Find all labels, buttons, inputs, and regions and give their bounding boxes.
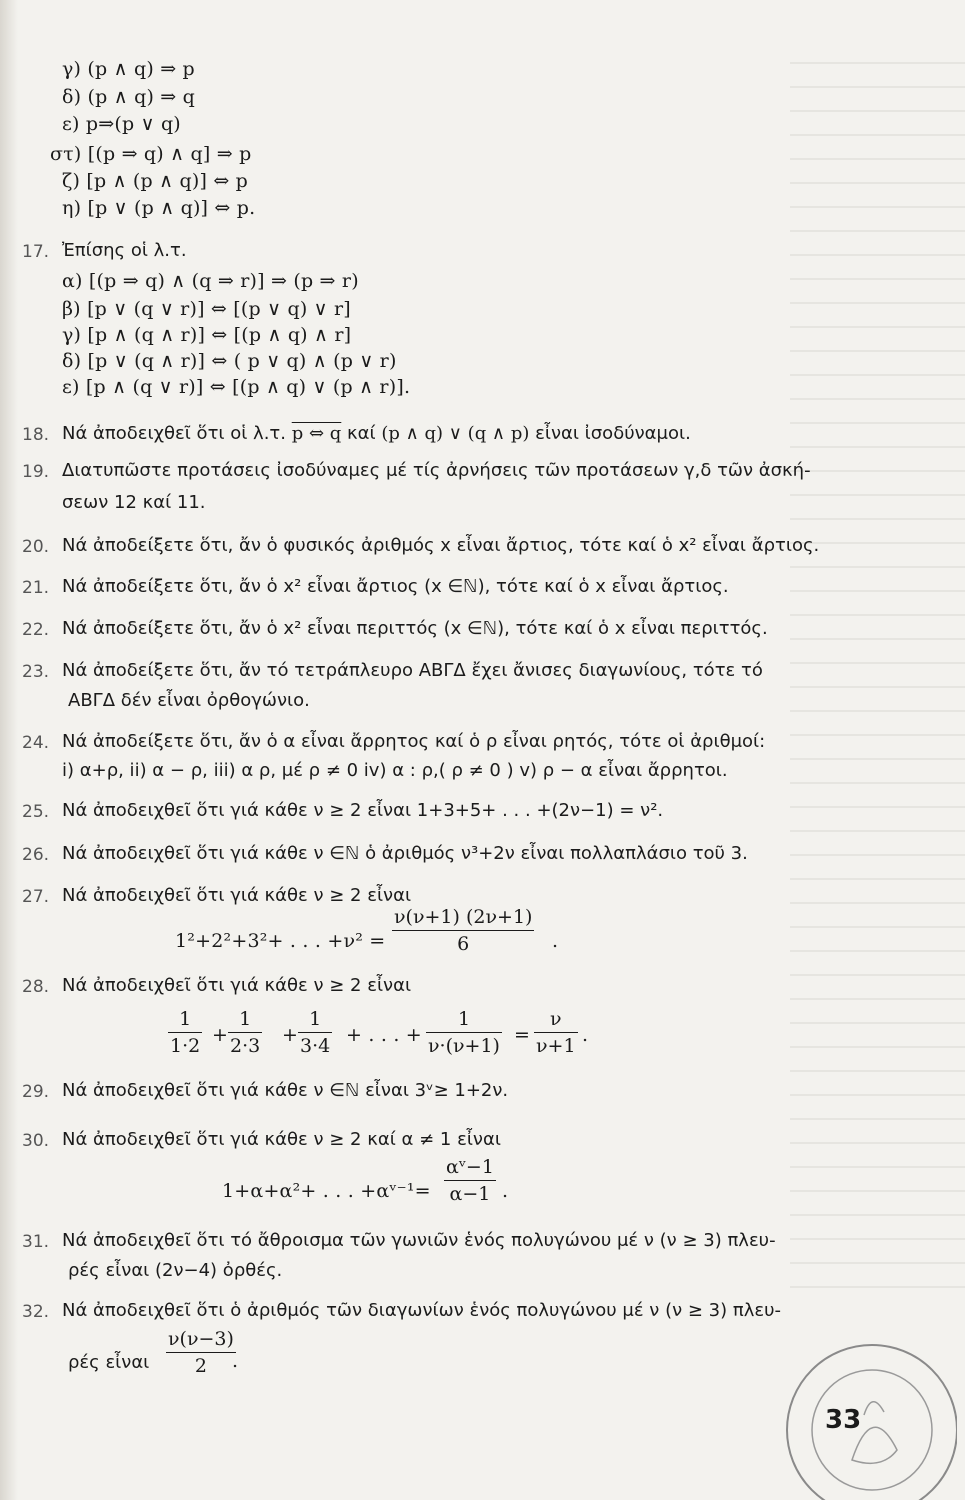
exercise-number: 31. xyxy=(22,1232,50,1252)
exercise-number: 21. xyxy=(22,578,50,598)
exercise-text: Νά ἀποδειχθεῖ ὅτι τό ἄθροισμα τῶν γωνιῶν ἑνός πολυγώνου μέ ν (ν ≥ 3) πλευ- xyxy=(62,1230,776,1251)
formula-lhs: 1+α+α²+ . . . +αᵛ⁻¹= xyxy=(222,1180,431,1202)
exercise-number: 23. xyxy=(22,662,50,682)
fraction: ν(ν+1) (2ν+1) 6 xyxy=(394,906,533,955)
plus-sign: + xyxy=(212,1024,229,1046)
period: . xyxy=(552,930,559,952)
ellipsis: + . . . + xyxy=(346,1024,422,1046)
exercise-number: 29. xyxy=(22,1082,50,1102)
logic-item: γ) (p ∧ q) ⇒ p xyxy=(62,58,195,80)
fraction: ν(ν−3) 2 xyxy=(168,1328,234,1377)
logic-item: δ) [p ∨ (q ∧ r)] ⇔ ( p ∨ q) ∧ (p ∨ r) xyxy=(62,350,397,372)
exercise-text: Νά ἀποδειχθεῖ ὅτι γιά κάθε ν ≥ 2 καί α ≠ 1 εἶναι xyxy=(62,1129,501,1150)
library-stamp xyxy=(772,1330,957,1500)
logic-item: ε) p⇒(p ∨ q) xyxy=(62,113,181,135)
fraction: ν ν+1 xyxy=(536,1008,576,1057)
page-number: 33 xyxy=(825,1405,862,1435)
exercise-text: Νά ἀποδειχθεῖ ὅτι γιά κάθε ν ∈ℕ εἶναι 3ᵛ≥ 1+2ν. xyxy=(62,1080,509,1101)
logic-item: ζ) [p ∧ (p ∧ q)] ⇔ p xyxy=(62,170,249,192)
exercise-text: Νά ἀποδειχθεῖ ὅτι γιά κάθε ν ≥ 2 εἶναι xyxy=(62,885,412,906)
period: . xyxy=(582,1024,589,1046)
exercise-number: 32. xyxy=(22,1302,50,1322)
exercise-number: 27. xyxy=(22,887,50,907)
logic-item: γ) [p ∧ (q ∧ r)] ⇔ [(p ∧ q) ∧ r] xyxy=(62,324,352,346)
exercise-intro: Ἐπίσης οἱ λ.τ. xyxy=(62,240,187,261)
binding-shadow xyxy=(0,0,18,1500)
fraction: 1 ν·(ν+1) xyxy=(428,1008,500,1057)
plus-sign: + xyxy=(282,1024,299,1046)
exercise-number: 20. xyxy=(22,537,50,557)
logic-item: δ) (p ∧ q) ⇒ q xyxy=(62,86,196,108)
bleed-through-text xyxy=(790,40,965,1290)
fraction: 1 2·3 xyxy=(230,1008,261,1057)
logic-item: α) [(p ⇒ q) ∧ (q ⇒ r)] ⇒ (p ⇒ r) xyxy=(62,270,359,292)
exercise-number: 17. xyxy=(22,242,50,262)
fraction: αᵛ−1 α−1 xyxy=(446,1156,494,1205)
exercise-text: Νά ἀποδείξετε ὅτι, ἄν τό τετράπλευρο ΑΒΓΔ ἔχει ἄνισες διαγωνίους, τότε τό xyxy=(62,660,763,681)
exercise-text: Νά ἀποδειχθεῖ ὅτι γιά κάθε ν ∈ℕ ὁ ἀριθμός ν³+2ν εἶναι πολλαπλάσιο τοῦ 3. xyxy=(62,843,748,864)
logic-item: ε) [p ∧ (q ∨ r)] ⇔ [(p ∧ q) ∨ (p ∧ r)]. xyxy=(62,376,411,398)
exercise-text: Νά ἀποδείξετε ὅτι, ἄν ὁ x² εἶναι περιττός (x ∈ℕ), τότε καί ὁ x εἶναι περιττός. xyxy=(62,618,768,639)
exercise-number: 19. xyxy=(22,462,50,482)
fraction: 1 1·2 xyxy=(170,1008,201,1057)
exercise-number: 26. xyxy=(22,845,50,865)
exercise-text: Νά ἀποδείξετε ὅτι, ἄν ὁ x² εἶναι ἄρτιος (x ∈ℕ), τότε καί ὁ x εἶναι ἄρτιος. xyxy=(62,576,729,597)
exercise-text: σεων 12 καί 11. xyxy=(62,492,206,513)
logic-item: β) [p ∨ (q ∨ r)] ⇔ [(p ∨ q) ∨ r] xyxy=(62,298,351,320)
exercise-number: 28. xyxy=(22,977,50,997)
exercise-text: ΑΒΓΔ δέν εἶναι ὀρθογώνιο. xyxy=(68,690,310,711)
formula-lhs: 1²+2²+3²+ . . . +ν² = xyxy=(175,930,386,952)
exercise-number: 25. xyxy=(22,802,50,822)
fraction: 1 3·4 xyxy=(300,1008,331,1057)
exercise-text: Νά ἀποδειχθεῖ ὅτι οἱ λ.τ. p ⇔ q καί (p ∧ q) ∨ (q ∧ p) εἶναι ἰσοδύναμοι. xyxy=(62,423,691,444)
exercise-text: Νά ἀποδείξετε ὅτι, ἄν ὁ φυσικός ἀριθμός x εἶναι ἄρτιος, τότε καί ὁ x² εἶναι ἄρτιος. xyxy=(62,535,820,556)
exercise-text: Νά ἀποδειχθεῖ ὅτι ὁ ἀριθμός τῶν διαγωνίων ἑνός πολυγώνου μέ ν (ν ≥ 3) πλευ- xyxy=(62,1300,782,1321)
exercise-text: Διατυπῶστε προτάσεις ἰσοδύναμες μέ τίς ἀρνήσεις τῶν προτάσεων γ,δ τῶν ἀσκή- xyxy=(62,460,811,481)
equals-sign: = xyxy=(514,1024,531,1046)
exercise-text: i) α+ρ, ii) α − ρ, iii) α ρ, μέ ρ ≠ 0 iv) α : ρ,( ρ ≠ 0 ) v) ρ − α εἶναι ἄρρητοι. xyxy=(62,760,728,781)
exercise-text: ρές εἶναι (2ν−4) ὀρθές. xyxy=(68,1260,283,1281)
exercise-number: 24. xyxy=(22,733,50,753)
exercise-text: Νά ἀποδειχθεῖ ὅτι γιά κάθε ν ≥ 2 εἶναι xyxy=(62,975,412,996)
exercise-text: Νά ἀποδειχθεῖ ὅτι γιά κάθε ν ≥ 2 εἶναι 1+3+5+ . . . +(2ν−1) = ν². xyxy=(62,800,664,821)
exercise-number: 22. xyxy=(22,620,50,640)
logic-item: η) [p ∨ (p ∧ q)] ⇔ p. xyxy=(62,197,256,219)
period: . xyxy=(232,1350,239,1372)
exercise-number: 30. xyxy=(22,1131,50,1151)
exercise-text: ρές εἶναι xyxy=(68,1352,150,1373)
logic-item: στ) [(p ⇒ q) ∧ q] ⇒ p xyxy=(50,143,252,165)
exercise-number: 18. xyxy=(22,425,50,445)
period: . xyxy=(502,1180,509,1202)
exercise-text: Νά ἀποδείξετε ὅτι, ἄν ὁ α εἶναι ἄρρητος καί ὁ ρ εἶναι ρητός, τότε οἱ ἀριθμοί: xyxy=(62,731,766,752)
